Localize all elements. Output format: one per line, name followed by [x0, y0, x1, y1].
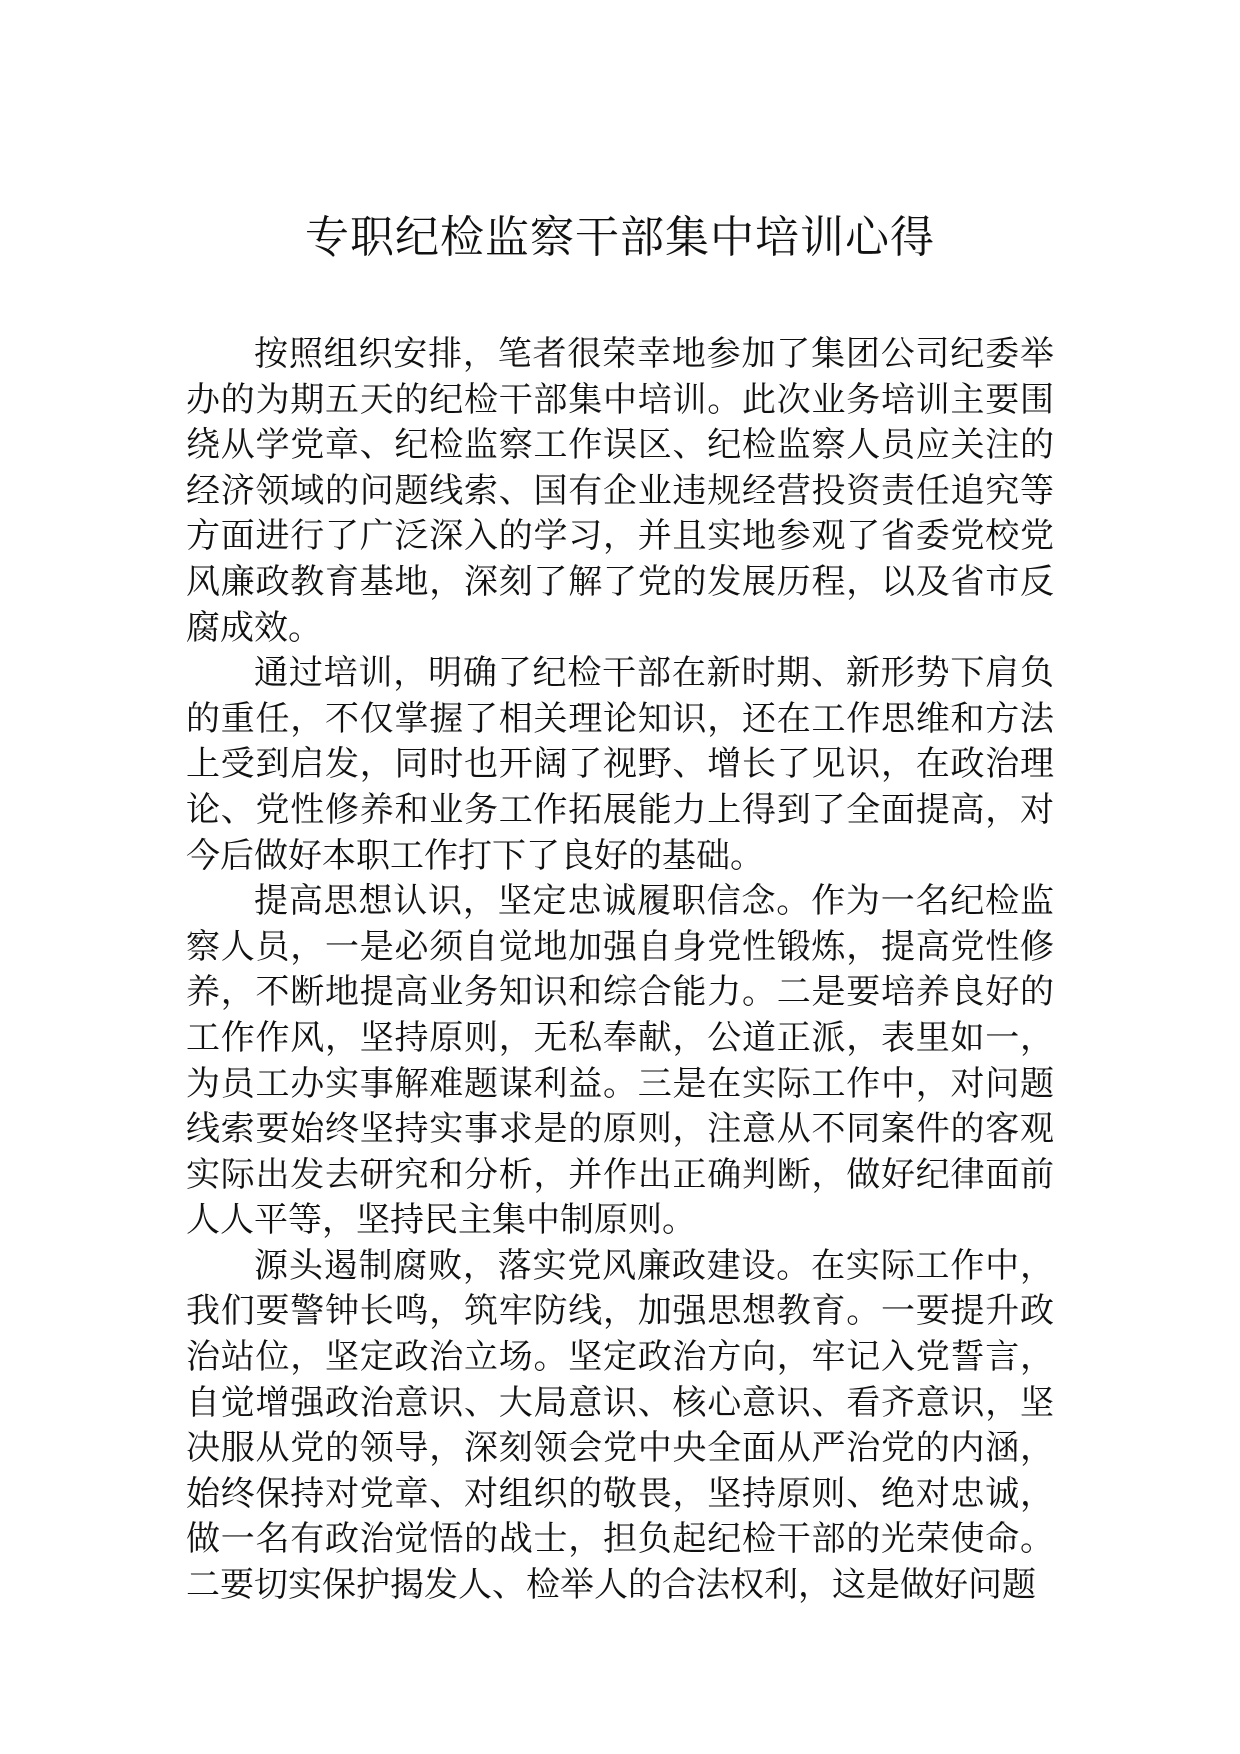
document-body	[186, 332, 1054, 1609]
paragraph-2: 通过培训，明确了纪检干部在新时期、新形势下肩负的重任，不仅掌握了相关理论知识，还在工作思维和方法上受到启发，同时也开阔了视野、增长了见识，在政治理论、党性修养和业务工作拓展能力上得到了全面提高，对今后做好本职工作打下了良好的基础。	[186, 653, 1054, 876]
paragraph-1: 按照组织安排，笔者很荣幸地参加了集团公司纪委举办的为期五天的纪检干部集中培训。此次业务培训主要围绕从学党章、纪检监察工作误区、纪检监察人员应关注的经济领域的问题线索、国有企业违规经营投资责任追究等方面进行了广泛深入的学习，并且实地参观了省委党校党风廉政教育基地，深刻了解了党的发展历程，以及省市反腐成效。	[186, 334, 1054, 648]
page-title: 专职纪检监察干部集中培训心得	[305, 212, 935, 263]
paragraph-4: 源头遏制腐败，落实党风廉政建设。在实际工作中，我们要警钟长鸣，筑牢防线，加强思想教育。一要提升政治站位，坚定政治立场。坚定政治方向，牢记入党誓言，自觉增强政治意识、大局意识、核心意识、看齐意识，坚决服从党的领导，深刻领会党中央全面从严治党的内涵，始终保持对党章、对组织的敬畏，坚持原则、绝对忠诚，做一名有政治觉悟的战士，担负起纪检干部的光荣使命。二要切实保护揭发人、检举人的合法权利，这是做好问题	[186, 1245, 1054, 1606]
paragraph-3: 提高思想认识，坚定忠诚履职信念。作为一名纪检监察人员，一是必须自觉地加强自身党性锻炼，提高党性修养，不断地提高业务知识和综合能力。二是要培养良好的工作作风，坚持原则，无私奉献，公道正派，表里如一，为员工办实事解难题谋利益。三是在实际工作中，对问题线索要始终坚持实事求是的原则，注意从不同案件的客观实际出发去研究和分析，并作出正确判断，做好纪律面前人人平等，坚持民主集中制原则。	[186, 881, 1054, 1241]
